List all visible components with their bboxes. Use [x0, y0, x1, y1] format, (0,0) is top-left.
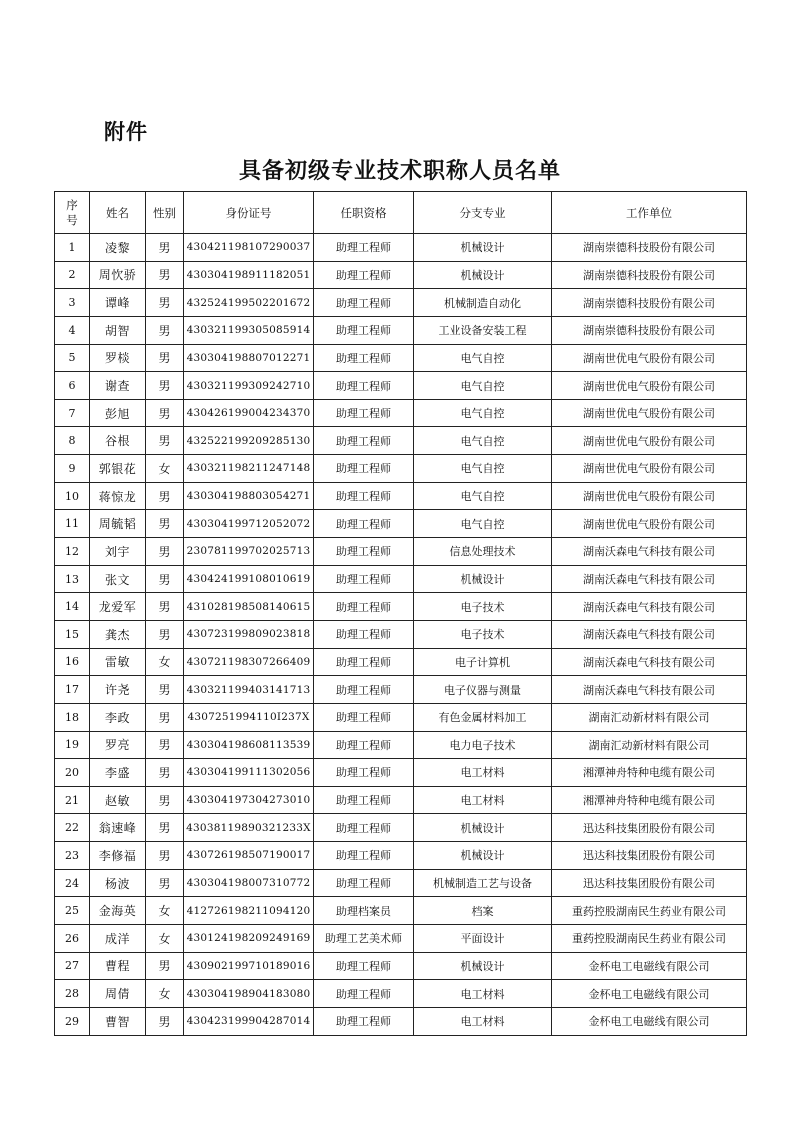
table-row — [55, 980, 747, 1008]
specialty-cell: 电力电子技术 — [414, 731, 552, 759]
table-row — [55, 648, 747, 676]
table-row — [55, 897, 747, 925]
seq-cell: 12 — [55, 538, 90, 566]
seq-cell: 22 — [55, 814, 90, 842]
gender-cell: 男 — [146, 869, 184, 897]
qualification-cell: 助理工程师 — [314, 261, 414, 289]
qualification-cell: 助理工程师 — [314, 952, 414, 980]
id-cell: 4307251994110I237X — [184, 703, 314, 731]
name-cell: 雷敏 — [90, 648, 146, 676]
id-cell: 430423199904287014 — [184, 1007, 314, 1035]
name-cell: 罗棪 — [90, 344, 146, 372]
unit-cell: 湖南世优电气股份有限公司 — [552, 482, 747, 510]
table-row — [55, 538, 747, 566]
table-row — [55, 482, 747, 510]
gender-cell: 男 — [146, 427, 184, 455]
unit-cell: 湖南沃森电气科技有限公司 — [552, 593, 747, 621]
name-cell: 翁速峰 — [90, 814, 146, 842]
seq-cell: 4 — [55, 316, 90, 344]
specialty-cell: 电气自控 — [414, 344, 552, 372]
specialty-cell: 工业设备安装工程 — [414, 316, 552, 344]
id-cell: 430723199809023818 — [184, 620, 314, 648]
gender-cell: 男 — [146, 510, 184, 538]
header-id-number: 身份证号 — [184, 192, 314, 234]
unit-cell: 湖南世优电气股份有限公司 — [552, 427, 747, 455]
seq-cell: 27 — [55, 952, 90, 980]
name-cell: 张文 — [90, 565, 146, 593]
id-cell: 430426199004234370 — [184, 399, 314, 427]
table-row — [55, 510, 747, 538]
gender-cell: 男 — [146, 234, 184, 262]
unit-cell: 湖南崇德科技股份有限公司 — [552, 234, 747, 262]
table-row — [55, 869, 747, 897]
table-row — [55, 372, 747, 400]
id-cell: 430304199111302056 — [184, 759, 314, 787]
unit-cell: 湖南沃森电气科技有限公司 — [552, 648, 747, 676]
table-header-row — [55, 192, 747, 234]
seq-cell: 6 — [55, 372, 90, 400]
gender-cell: 男 — [146, 565, 184, 593]
specialty-cell: 电气自控 — [414, 482, 552, 510]
qualification-cell: 助理工程师 — [314, 980, 414, 1008]
qualification-cell: 助理工程师 — [314, 620, 414, 648]
gender-cell: 男 — [146, 344, 184, 372]
unit-cell: 湘潭神舟特种电缆有限公司 — [552, 759, 747, 787]
table-row — [55, 399, 747, 427]
id-cell: 430304198911182051 — [184, 261, 314, 289]
header-name: 姓名 — [90, 192, 146, 234]
seq-cell: 13 — [55, 565, 90, 593]
seq-cell: 3 — [55, 289, 90, 317]
seq-cell: 15 — [55, 620, 90, 648]
qualification-cell: 助理工艺美术师 — [314, 925, 414, 953]
gender-cell: 男 — [146, 261, 184, 289]
qualification-cell: 助理档案员 — [314, 897, 414, 925]
specialty-cell: 电气自控 — [414, 510, 552, 538]
table-row — [55, 786, 747, 814]
seq-cell: 14 — [55, 593, 90, 621]
qualification-cell: 助理工程师 — [314, 565, 414, 593]
qualification-cell: 助理工程师 — [314, 234, 414, 262]
seq-cell: 25 — [55, 897, 90, 925]
seq-cell: 2 — [55, 261, 90, 289]
unit-cell: 湖南汇动新材料有限公司 — [552, 703, 747, 731]
id-cell: 430304198007310772 — [184, 869, 314, 897]
name-cell: 李盛 — [90, 759, 146, 787]
unit-cell: 湖南崇德科技股份有限公司 — [552, 261, 747, 289]
name-cell: 周倩 — [90, 980, 146, 1008]
gender-cell: 女 — [146, 648, 184, 676]
table-row — [55, 703, 747, 731]
id-cell: 432524199502201672 — [184, 289, 314, 317]
attachment-label: 附件 — [104, 120, 148, 144]
name-cell: 刘宇 — [90, 538, 146, 566]
qualification-cell: 助理工程师 — [314, 399, 414, 427]
name-cell: 胡智 — [90, 316, 146, 344]
gender-cell: 男 — [146, 731, 184, 759]
seq-cell: 10 — [55, 482, 90, 510]
seq-cell: 29 — [55, 1007, 90, 1035]
table-row — [55, 234, 747, 262]
specialty-cell: 电工材料 — [414, 786, 552, 814]
table-row — [55, 316, 747, 344]
specialty-cell: 机械制造自动化 — [414, 289, 552, 317]
name-cell: 周忺骄 — [90, 261, 146, 289]
table-row — [55, 565, 747, 593]
seq-cell: 11 — [55, 510, 90, 538]
table-row — [55, 620, 747, 648]
id-cell: 230781199702025713 — [184, 538, 314, 566]
gender-cell: 男 — [146, 538, 184, 566]
name-cell: 李修福 — [90, 842, 146, 870]
qualification-cell: 助理工程师 — [314, 814, 414, 842]
seq-cell: 24 — [55, 869, 90, 897]
gender-cell: 女 — [146, 455, 184, 483]
seq-cell: 8 — [55, 427, 90, 455]
name-cell: 龚杰 — [90, 620, 146, 648]
gender-cell: 男 — [146, 952, 184, 980]
unit-cell: 湘潭神舟特种电缆有限公司 — [552, 786, 747, 814]
gender-cell: 男 — [146, 676, 184, 704]
qualification-cell: 助理工程师 — [314, 344, 414, 372]
qualification-cell: 助理工程师 — [314, 676, 414, 704]
seq-cell: 9 — [55, 455, 90, 483]
gender-cell: 男 — [146, 593, 184, 621]
name-cell: 罗亮 — [90, 731, 146, 759]
specialty-cell: 电工材料 — [414, 980, 552, 1008]
name-cell: 曹程 — [90, 952, 146, 980]
unit-cell: 湖南沃森电气科技有限公司 — [552, 538, 747, 566]
qualification-cell: 助理工程师 — [314, 427, 414, 455]
name-cell: 金海英 — [90, 897, 146, 925]
table-row — [55, 759, 747, 787]
qualification-cell: 助理工程师 — [314, 316, 414, 344]
table-row — [55, 952, 747, 980]
name-cell: 许尧 — [90, 676, 146, 704]
unit-cell: 金杯电工电磁线有限公司 — [552, 1007, 747, 1035]
specialty-cell: 信息处理技术 — [414, 538, 552, 566]
seq-cell: 19 — [55, 731, 90, 759]
document-title: 具备初级专业技术职称人员名单 — [238, 159, 561, 184]
name-cell: 成洋 — [90, 925, 146, 953]
unit-cell: 迅达科技集团股份有限公司 — [552, 869, 747, 897]
seq-cell: 16 — [55, 648, 90, 676]
header-work-unit: 工作单位 — [552, 192, 747, 234]
gender-cell: 男 — [146, 786, 184, 814]
table-row — [55, 593, 747, 621]
header-specialty: 分支专业 — [414, 192, 552, 234]
specialty-cell: 机械设计 — [414, 261, 552, 289]
gender-cell: 男 — [146, 1007, 184, 1035]
specialty-cell: 机械设计 — [414, 842, 552, 870]
gender-cell: 男 — [146, 482, 184, 510]
personnel-table — [54, 191, 747, 1036]
specialty-cell: 电子计算机 — [414, 648, 552, 676]
qualification-cell: 助理工程师 — [314, 869, 414, 897]
gender-cell: 男 — [146, 372, 184, 400]
unit-cell: 湖南沃森电气科技有限公司 — [552, 676, 747, 704]
id-cell: 430304198807012271 — [184, 344, 314, 372]
gender-cell: 男 — [146, 814, 184, 842]
unit-cell: 湖南世优电气股份有限公司 — [552, 455, 747, 483]
id-cell: 430304198904183080 — [184, 980, 314, 1008]
header-seq — [55, 192, 90, 234]
table-row — [55, 731, 747, 759]
specialty-cell: 档案 — [414, 897, 552, 925]
qualification-cell: 助理工程师 — [314, 759, 414, 787]
unit-cell: 重药控股湖南民生药业有限公司 — [552, 897, 747, 925]
name-cell: 蒋惊龙 — [90, 482, 146, 510]
unit-cell: 湖南沃森电气科技有限公司 — [552, 565, 747, 593]
gender-cell: 女 — [146, 897, 184, 925]
seq-cell: 1 — [55, 234, 90, 262]
gender-cell: 男 — [146, 703, 184, 731]
id-cell: 430304199712052072 — [184, 510, 314, 538]
unit-cell: 湖南沃森电气科技有限公司 — [552, 620, 747, 648]
name-cell: 李政 — [90, 703, 146, 731]
unit-cell: 湖南崇德科技股份有限公司 — [552, 316, 747, 344]
table-row — [55, 289, 747, 317]
table-row — [55, 427, 747, 455]
name-cell: 谷根 — [90, 427, 146, 455]
seq-cell: 23 — [55, 842, 90, 870]
seq-cell: 17 — [55, 676, 90, 704]
specialty-cell: 电子技术 — [414, 620, 552, 648]
id-cell: 430721198307266409 — [184, 648, 314, 676]
specialty-cell: 电子技术 — [414, 593, 552, 621]
unit-cell: 金杯电工电磁线有限公司 — [552, 952, 747, 980]
name-cell: 谭峰 — [90, 289, 146, 317]
gender-cell: 女 — [146, 980, 184, 1008]
qualification-cell: 助理工程师 — [314, 538, 414, 566]
specialty-cell: 电工材料 — [414, 1007, 552, 1035]
gender-cell: 男 — [146, 842, 184, 870]
header-qualification: 任职资格 — [314, 192, 414, 234]
header-gender: 性别 — [146, 192, 184, 234]
id-cell: 431028198508140615 — [184, 593, 314, 621]
unit-cell: 迅达科技集团股份有限公司 — [552, 842, 747, 870]
qualification-cell: 助理工程师 — [314, 1007, 414, 1035]
gender-cell: 男 — [146, 759, 184, 787]
specialty-cell: 机械设计 — [414, 565, 552, 593]
id-cell: 430304198803054271 — [184, 482, 314, 510]
seq-cell: 26 — [55, 925, 90, 953]
unit-cell: 湖南世优电气股份有限公司 — [552, 399, 747, 427]
specialty-cell: 机械制造工艺与设备 — [414, 869, 552, 897]
specialty-cell: 机械设计 — [414, 234, 552, 262]
qualification-cell: 助理工程师 — [314, 510, 414, 538]
table-row — [55, 676, 747, 704]
name-cell: 谢查 — [90, 372, 146, 400]
name-cell: 凌黎 — [90, 234, 146, 262]
seq-cell: 7 — [55, 399, 90, 427]
unit-cell: 湖南汇动新材料有限公司 — [552, 731, 747, 759]
id-cell: 430124198209249169 — [184, 925, 314, 953]
table-row — [55, 814, 747, 842]
unit-cell: 湖南崇德科技股份有限公司 — [552, 289, 747, 317]
gender-cell: 女 — [146, 925, 184, 953]
name-cell: 赵敏 — [90, 786, 146, 814]
name-cell: 曹智 — [90, 1007, 146, 1035]
id-cell: 430421198107290037 — [184, 234, 314, 262]
name-cell: 杨波 — [90, 869, 146, 897]
specialty-cell: 平面设计 — [414, 925, 552, 953]
specialty-cell: 电子仪器与测量 — [414, 676, 552, 704]
specialty-cell: 有色金属材料加工 — [414, 703, 552, 731]
gender-cell: 男 — [146, 289, 184, 317]
qualification-cell: 助理工程师 — [314, 703, 414, 731]
seq-cell: 5 — [55, 344, 90, 372]
id-cell: 430304198608113539 — [184, 731, 314, 759]
table-row — [55, 925, 747, 953]
id-cell: 430304197304273010 — [184, 786, 314, 814]
id-cell: 430321198211247148 — [184, 455, 314, 483]
qualification-cell: 助理工程师 — [314, 455, 414, 483]
id-cell: 430902199710189016 — [184, 952, 314, 980]
header-seq-label: 序号 — [66, 197, 78, 227]
id-cell: 430321199309242710 — [184, 372, 314, 400]
specialty-cell: 机械设计 — [414, 952, 552, 980]
qualification-cell: 助理工程师 — [314, 372, 414, 400]
name-cell: 彭旭 — [90, 399, 146, 427]
unit-cell: 湖南世优电气股份有限公司 — [552, 344, 747, 372]
unit-cell: 湖南世优电气股份有限公司 — [552, 510, 747, 538]
name-cell: 龙爱军 — [90, 593, 146, 621]
qualification-cell: 助理工程师 — [314, 731, 414, 759]
table-row — [55, 455, 747, 483]
specialty-cell: 电工材料 — [414, 759, 552, 787]
unit-cell: 金杯电工电磁线有限公司 — [552, 980, 747, 1008]
unit-cell: 重药控股湖南民生药业有限公司 — [552, 925, 747, 953]
qualification-cell: 助理工程师 — [314, 289, 414, 317]
seq-cell: 20 — [55, 759, 90, 787]
qualification-cell: 助理工程师 — [314, 593, 414, 621]
table-body — [55, 234, 747, 1036]
seq-cell: 28 — [55, 980, 90, 1008]
id-cell: 430321199403141713 — [184, 676, 314, 704]
specialty-cell: 电气自控 — [414, 372, 552, 400]
specialty-cell: 机械设计 — [414, 814, 552, 842]
qualification-cell: 助理工程师 — [314, 648, 414, 676]
id-cell: 430726198507190017 — [184, 842, 314, 870]
id-cell: 430424199108010619 — [184, 565, 314, 593]
table-row — [55, 842, 747, 870]
id-cell: 432522199209285130 — [184, 427, 314, 455]
specialty-cell: 电气自控 — [414, 427, 552, 455]
seq-cell: 18 — [55, 703, 90, 731]
id-cell: 430321199305085914 — [184, 316, 314, 344]
seq-cell: 21 — [55, 786, 90, 814]
specialty-cell: 电气自控 — [414, 455, 552, 483]
specialty-cell: 电气自控 — [414, 399, 552, 427]
name-cell: 周毓韬 — [90, 510, 146, 538]
gender-cell: 男 — [146, 316, 184, 344]
gender-cell: 男 — [146, 620, 184, 648]
gender-cell: 男 — [146, 399, 184, 427]
name-cell: 郭银花 — [90, 455, 146, 483]
id-cell: 412726198211094120 — [184, 897, 314, 925]
table-row — [55, 261, 747, 289]
qualification-cell: 助理工程师 — [314, 842, 414, 870]
qualification-cell: 助理工程师 — [314, 786, 414, 814]
qualification-cell: 助理工程师 — [314, 482, 414, 510]
table-row — [55, 344, 747, 372]
table-row — [55, 1007, 747, 1035]
unit-cell: 湖南世优电气股份有限公司 — [552, 372, 747, 400]
id-cell: 43038119890321233X — [184, 814, 314, 842]
unit-cell: 迅达科技集团股份有限公司 — [552, 814, 747, 842]
